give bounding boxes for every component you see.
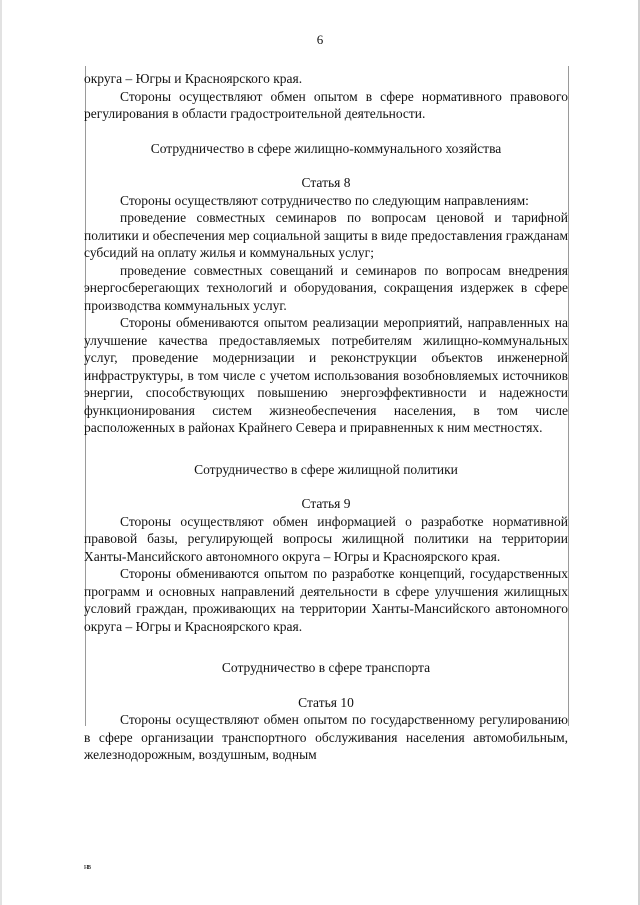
paragraph-continuation: округа – Югры и Красноярского края. [84, 71, 303, 86]
section-heading: Сотрудничество в сфере транспорта [221, 660, 431, 675]
paragraph: Стороны обмениваются опытом реализации мероприятий, направленных на улучшение качества предоставляемых потребителям жилищно-коммунальных услуг, проведение модернизации и реконструкции объектов инженерной инфраструктуры, в том числе с учетом использования возобновляемых источников энергии, способствующих повышению энергоэффективности и надежности функционирования систем жизнеобеспечения населения, в том числе расположенных в районах Крайнего Севера и приравненных к ним местностях. [84, 315, 568, 435]
page-number: 6 [316, 32, 324, 47]
article-title: Статья 9 [301, 496, 351, 511]
paragraph: Стороны обмениваются опытом по разработке концепций, государственных программ и основных направлений деятельности в сфере улучшения жилищных условий граждан, проживающих на территории Ханты-Мансийского автономного округа – Югры и Красноярского края. [84, 566, 568, 634]
scan-edge-left [0, 0, 2, 905]
document-body [84, 70, 568, 764]
paragraph: Стороны осуществляют обмен опытом по государственному регулированию в сфере организации транспортного обслуживания населения автомобильным, железнодорожным, воздушным, водным [84, 712, 568, 762]
paragraph: Стороны осуществляют сотрудничество по следующим направлениям: [120, 192, 529, 208]
article-title: Статья 10 [298, 694, 354, 710]
scan-artifact-line-right [568, 66, 569, 726]
paragraph: проведение совместных семинаров по вопросам ценовой и тарифной политики и обеспечения мер социальной защиты в виде предоставления гражданам субсидий на оплату жилья и коммунальных услуг; [84, 210, 568, 260]
paragraph: проведение совместных совещаний и семинаров по вопросам внедрения энергосберегающих технологий и оборудования, сокращения издержек в сфере производства коммунальных услуг. [84, 262, 568, 313]
section-heading: Сотрудничество в сфере жилищной политики [194, 461, 458, 477]
footer-initials: нв [84, 862, 91, 871]
section-heading: Сотрудничество в сфере жилищно-коммунального хозяйства [150, 140, 502, 156]
paragraph: Стороны осуществляют обмен опытом в сфере нормативного правового регулирования в области градостроительной деятельности. [84, 88, 568, 121]
article-title: Статья 8 [301, 175, 351, 190]
paragraph: Стороны осуществляют обмен информацией о разработке нормативной правовой базы, регулирующей вопросы жилищной политики на территории Ханты-Мансийского автономного округа – Югры и Красноярского края. [84, 513, 568, 564]
